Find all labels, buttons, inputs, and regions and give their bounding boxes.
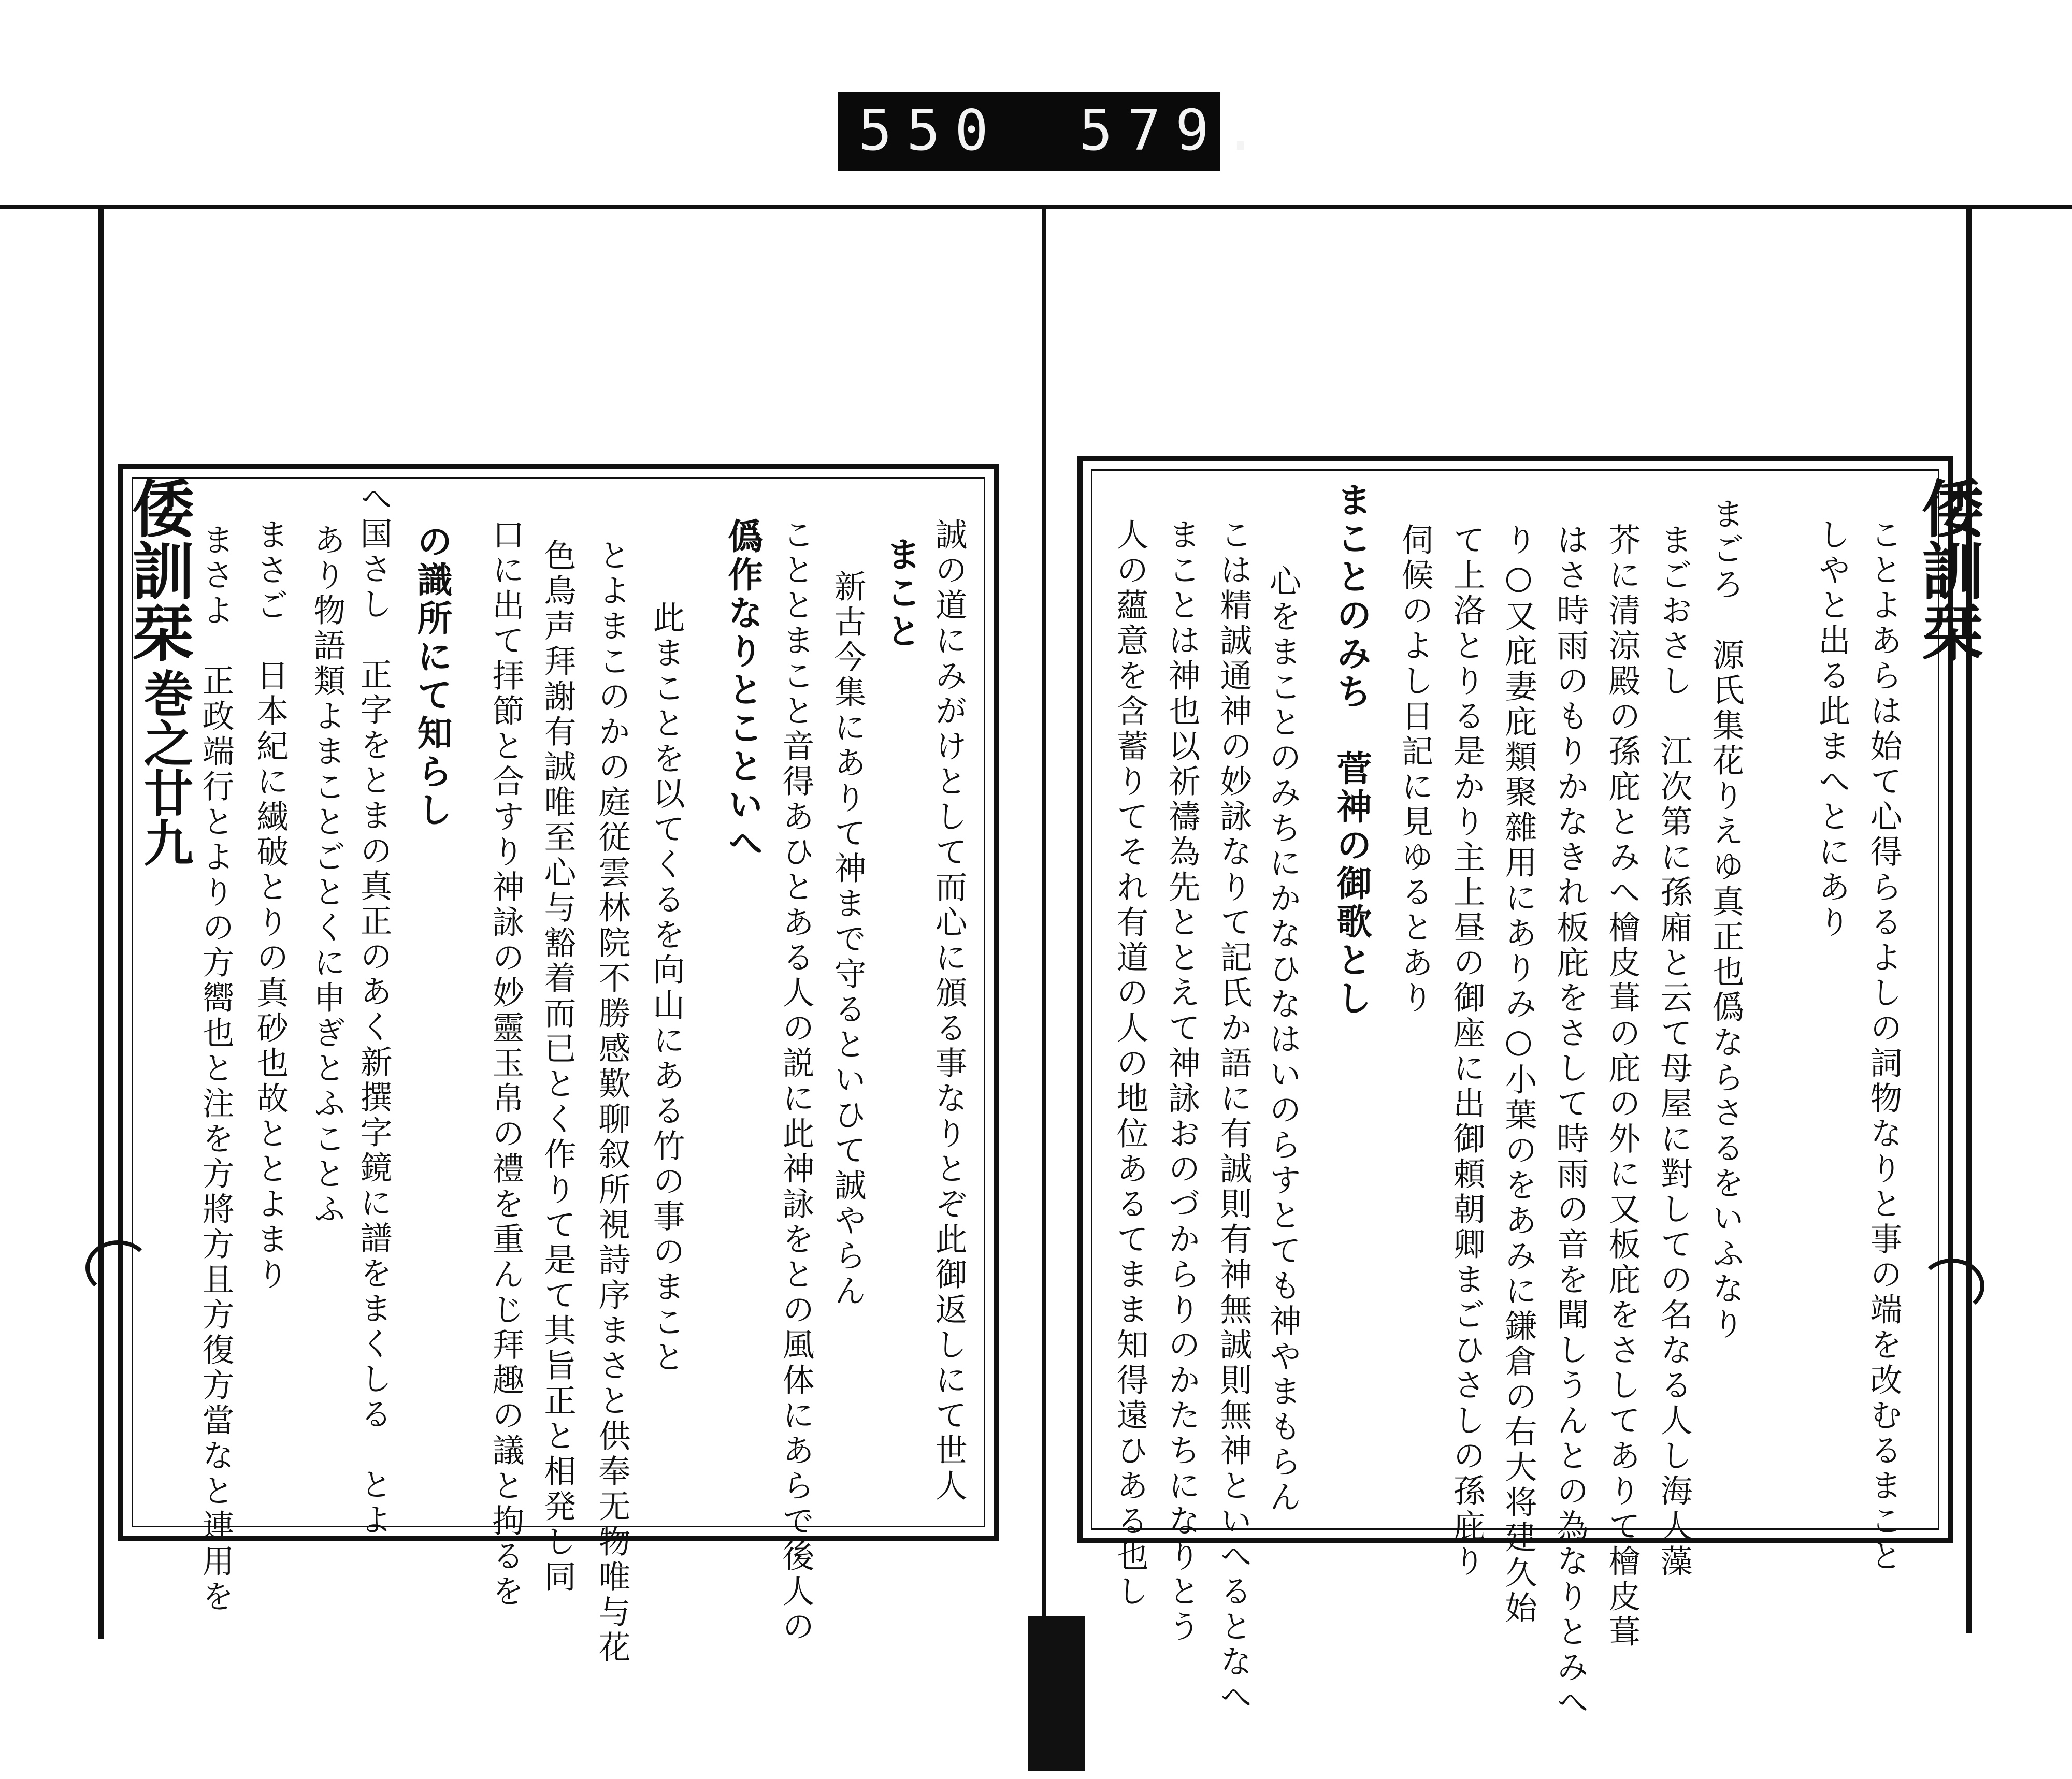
frame-number-a: 550 (858, 98, 1003, 163)
left-margin-volume: 巻之廿九 (136, 668, 194, 867)
text-column: 口に出て拝節と合すり神詠の妙靈玉帛の禮を重んじ拜趣の議と拘るを (487, 518, 525, 1610)
text-column: まさご 日本紀に繊破とりの真砂也故ととよまり (251, 518, 289, 1293)
film-frame-counter (838, 92, 1272, 171)
text-column: へ国さし 正字をとまの真正のあく新撰字鏡に譜をまくしる とよ (355, 482, 393, 1538)
text-column: あり物語類よまことごとくに申ぎとふことふ (308, 523, 346, 1227)
text-column: こは精誠通神の妙詠なりて記氏か語に有誠則有神無誠則無神といへるとなへ (1215, 518, 1253, 1715)
text-column: 伺候のよし日記に見ゆるとあり (1396, 523, 1434, 1016)
text-column: しやと出る此まへとにあり (1813, 518, 1851, 941)
right-edge-tab-mark (1919, 1259, 1984, 1313)
text-column: て上洛とりる是かり主上昼の御座に出御頼朝卿まごひさしの孫庇り (1448, 523, 1486, 1580)
poem-column: 心をまことのみちにかなひなはいのらすとても神やまもらん (1264, 565, 1302, 1515)
text-column: はさ時雨のもりかなきれ板庇をさして時雨の音を聞しうんとの為なりとみへ (1551, 523, 1589, 1720)
text-column: 新古今集にありて神まで守るといひて誠やらん (829, 570, 867, 1309)
text-column: 芥に清涼殿の孫庇とみへ檜皮葺の庇の外に又板庇をさしてありて檜皮葺 (1603, 523, 1641, 1650)
text-column: まさよ 正政端行とよりの方嚮也と注を方將方且方復方當なと連用を (197, 523, 235, 1615)
text-column: 此まことを以てくるを向山にある竹の事のまこと (648, 601, 685, 1376)
entry-heading: まことのみち 菅神の御歌とし (1331, 482, 1372, 1018)
left-margin-title: 倭訓栞 (122, 476, 195, 663)
entry-heading: まこと (880, 536, 922, 651)
text-column: まことは神也以祈禱為先ととえて神詠おのづからりのかたちになりとう (1163, 518, 1201, 1645)
frame-number-b: 579. (1079, 98, 1272, 163)
text-column: こととまこと音得あひとある人の説に此神詠をとの風体にあらで後人の (777, 518, 815, 1645)
text-column: り○又庇妻庇類聚雜用にありみ○小葉のをあみに鎌倉の右大将建久始 (1500, 523, 1537, 1626)
left-edge-tab-mark (85, 1240, 151, 1295)
text-column: とよまこのかの庭従雲林院不勝感歎聊叙所視詩序まさと供奉无物唯与花 (593, 539, 631, 1666)
text-column: 色鳥声拜謝有誠唯至心与豁着而已とく作りて是て其旨正と相発し同 (539, 539, 577, 1595)
entry-heading: 僞作なりとこといへ (722, 518, 764, 863)
right-margin-title: 倭訓栞 (1911, 476, 1984, 663)
text-column: 誠の道にみがけとして而心に頒る事なりとぞ此御返しにて世人 (930, 518, 968, 1504)
text-column: ことよあらは始て心得らるよしの詞物なりと事の端を改むるまこと (1865, 518, 1903, 1574)
text-column: 人の蘊意を含蓄りてそれ有道の人の地位あるてまま知得遠ひある也し (1111, 518, 1149, 1610)
entry-heading: の識所にて知らし (411, 523, 453, 830)
book-spine (1028, 1616, 1085, 1771)
text-column: まごおさし 江次第に孫廂と云て母屋に對しての名なる人し海人藻 (1655, 523, 1693, 1580)
text-column: まごろ 源氏集花りえゆ真正也僞ならさるをいふなり (1707, 497, 1745, 1342)
